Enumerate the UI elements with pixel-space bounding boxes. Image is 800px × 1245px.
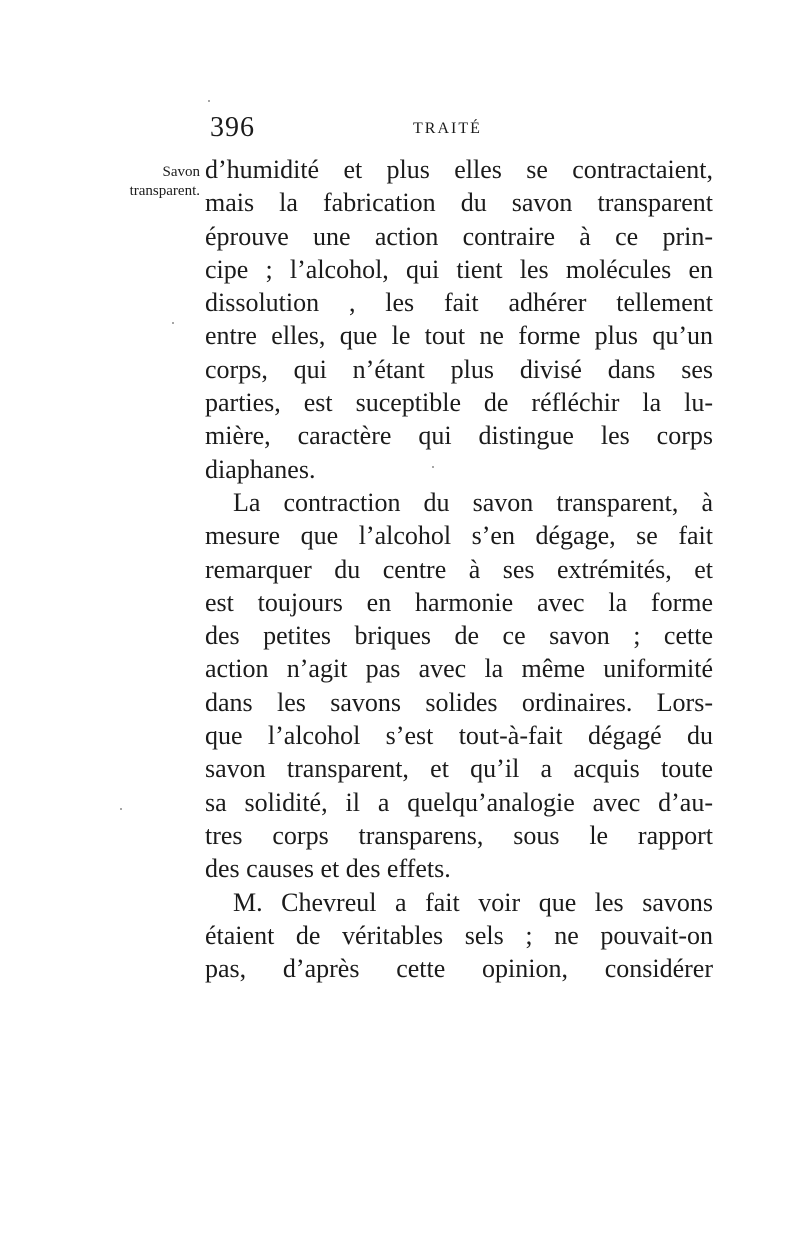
print-speck — [208, 100, 210, 102]
text-line: mais la fabrication du savon transparent — [205, 188, 713, 218]
text-line: M. Chevreul a fait voir que les savons — [233, 887, 713, 917]
body-text — [205, 153, 713, 985]
text-line: cipe ; l’alcohol, qui tient les molécules en — [205, 254, 713, 284]
text-line: diaphanes. — [205, 454, 316, 484]
text-line: dissolution , les fait adhérer tellement — [205, 288, 713, 318]
text-line: des petites briques de ce savon ; cette — [205, 621, 713, 651]
text-line: tres corps transparens, sous le rapport — [205, 820, 713, 850]
page-number: 396 — [210, 112, 255, 143]
running-head: TRAITÉ — [413, 120, 482, 137]
print-speck — [432, 466, 434, 468]
text-line: étaient de véritables sels ; ne pouvait-on — [205, 920, 713, 950]
text-line: dans les savons solides ordinaires. Lors- — [205, 687, 713, 717]
text-line: action n’agit pas avec la même uniformité — [205, 654, 713, 684]
text-line: sa solidité, il a quelqu’analogie avec d’au- — [205, 787, 713, 817]
text-line: remarquer du centre à ses extrémités, et — [205, 554, 713, 584]
text-line: entre elles, que le tout ne forme plus qu’un — [205, 321, 713, 351]
print-speck — [120, 808, 122, 810]
text-line: éprouve une action contraire à ce prin- — [205, 221, 713, 251]
margin-note-line: transparent. — [129, 183, 200, 199]
text-line: que l’alcohol s’est tout-à-fait dégagé du — [205, 721, 713, 751]
text-line: La contraction du savon transparent, à — [233, 487, 713, 517]
text-line: corps, qui n’étant plus divisé dans ses — [205, 354, 713, 384]
text-line: parties, est suceptible de réfléchir la lu- — [205, 388, 713, 418]
print-speck — [172, 322, 174, 324]
margin-note — [100, 163, 200, 201]
text-line: mière, caractère qui distingue les corps — [205, 421, 713, 451]
text-line: est toujours en harmonie avec la forme — [205, 587, 713, 617]
text-line: pas, d’après cette opinion, considérer — [205, 954, 713, 984]
text-line: d’humidité et plus elles se contractaient, — [205, 155, 713, 184]
text-line: mesure que l’alcohol s’en dégage, se fait — [205, 521, 713, 551]
text-line: savon transparent, et qu’il a acquis toute — [205, 754, 713, 784]
text-line: des causes et des effets. — [205, 854, 451, 884]
margin-note-line: Savon — [162, 164, 200, 180]
